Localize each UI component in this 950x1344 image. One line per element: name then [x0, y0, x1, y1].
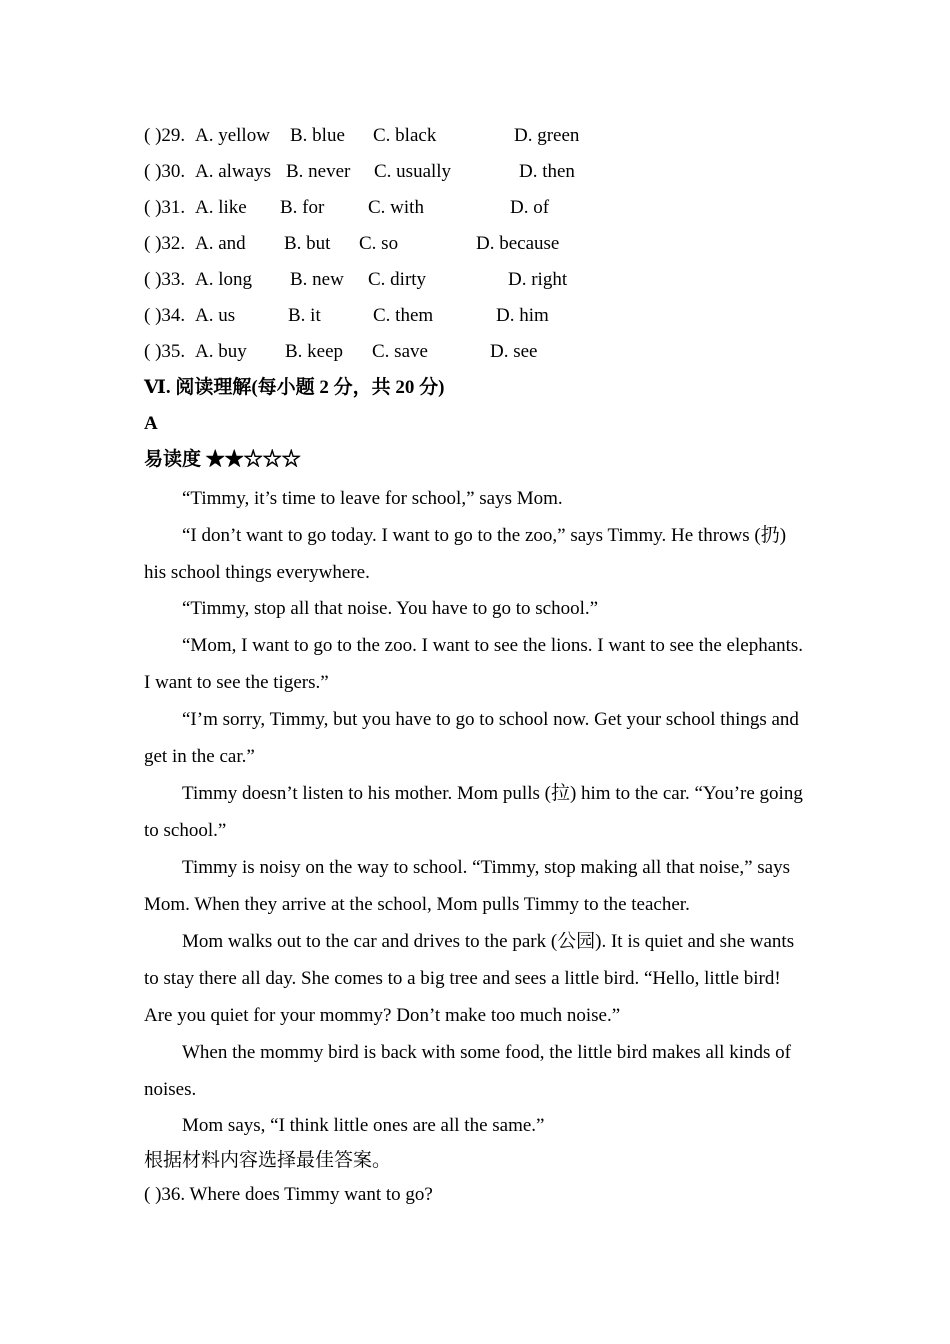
- question-number: ( )30.: [144, 161, 186, 182]
- choice-row-31: [144, 193, 804, 229]
- option-a: A. long: [195, 269, 252, 290]
- option-b: B. new: [290, 269, 344, 290]
- option-a: A. like: [195, 197, 247, 218]
- option-b: B. it: [288, 305, 321, 326]
- question-number: ( )29.: [144, 125, 186, 146]
- choice-row-35: [144, 337, 804, 373]
- passage-paragraph: Timmy is noisy on the way to school. “Timmy, stop making all that noise,” says Mom. When they arrive at the school, Mom pulls Timmy to the teacher.: [144, 857, 790, 915]
- choice-row-32: [144, 229, 804, 265]
- option-c: C. them: [373, 305, 434, 326]
- passage-paragraph: “I’m sorry, Timmy, but you have to go to school now. Get your school things and get in the car.”: [144, 709, 799, 767]
- option-a: A. buy: [195, 341, 247, 362]
- passage-paragraph: “Mom, I want to go to the zoo. I want to see the lions. I want to see the elephants. I want to see the tigers.”: [144, 635, 804, 693]
- option-b: B. never: [286, 161, 351, 182]
- option-c: C. black: [373, 125, 437, 146]
- option-b: B. for: [280, 197, 325, 218]
- option-d: D. then: [519, 161, 575, 182]
- option-c: C. save: [372, 341, 428, 362]
- option-c: C. dirty: [368, 269, 427, 290]
- option-a: A. always: [195, 161, 271, 182]
- document-page: [144, 121, 804, 1212]
- section-title: Ⅵ. 阅读理解(每小题 2 分，共 20 分): [144, 377, 445, 398]
- option-d: D. right: [508, 269, 568, 290]
- passage-paragraph: “Timmy, stop all that noise. You have to go to school.”: [182, 598, 599, 619]
- choice-row-29: [144, 121, 804, 157]
- option-c: C. usually: [374, 161, 452, 182]
- part-label: A: [144, 413, 158, 434]
- choice-row-33: [144, 265, 804, 301]
- question-36: ( )36. Where does Timmy want to go?: [144, 1184, 433, 1205]
- option-a: A. yellow: [195, 125, 270, 146]
- question-number: ( )34.: [144, 305, 186, 326]
- passage-paragraph: Mom says, “I think little ones are all the same.”: [182, 1115, 545, 1136]
- choice-row-30: [144, 157, 804, 193]
- passage-paragraph: When the mommy bird is back with some food, the little bird makes all kinds of noises.: [144, 1042, 791, 1100]
- passage-paragraph: Timmy doesn’t listen to his mother. Mom pulls (拉) him to the car. “You’re going to school.”: [144, 783, 803, 841]
- option-b: B. blue: [290, 125, 345, 146]
- question-number: ( )31.: [144, 197, 186, 218]
- option-b: B. keep: [285, 341, 344, 362]
- option-d: D. him: [496, 305, 549, 326]
- option-b: B. but: [284, 233, 331, 254]
- option-c: C. so: [359, 233, 399, 254]
- choice-list: [144, 121, 804, 373]
- option-d: D. because: [476, 233, 560, 254]
- passage-paragraph: “I don’t want to go today. I want to go to the zoo,” says Timmy. He throws (扔) his school things everywhere.: [144, 525, 787, 583]
- option-d: D. green: [514, 125, 580, 146]
- question-number: ( )33.: [144, 269, 186, 290]
- instruction-text: 根据材料内容选择最佳答案。: [144, 1150, 392, 1171]
- question-number: ( )32.: [144, 233, 186, 254]
- question-number: ( )35.: [144, 341, 186, 362]
- option-d: D. see: [490, 341, 538, 362]
- option-a: A. us: [195, 305, 236, 326]
- reading-passage: [144, 481, 804, 1144]
- passage-paragraph: “Timmy, it’s time to leave for school,” says Mom.: [182, 488, 563, 509]
- difficulty-rating: 易读度 ★★☆☆☆: [144, 449, 301, 470]
- option-d: D. of: [510, 197, 550, 218]
- passage-paragraph: Mom walks out to the car and drives to the park (公园). It is quiet and she wants to stay there all day. She comes to a big tree and sees a little bird. “Hello, little bird! Are you quiet for your mommy? Don’t make too much noise.”: [144, 931, 795, 1026]
- option-c: C. with: [368, 197, 424, 218]
- option-a: A. and: [195, 233, 246, 254]
- choice-row-34: [144, 301, 804, 337]
